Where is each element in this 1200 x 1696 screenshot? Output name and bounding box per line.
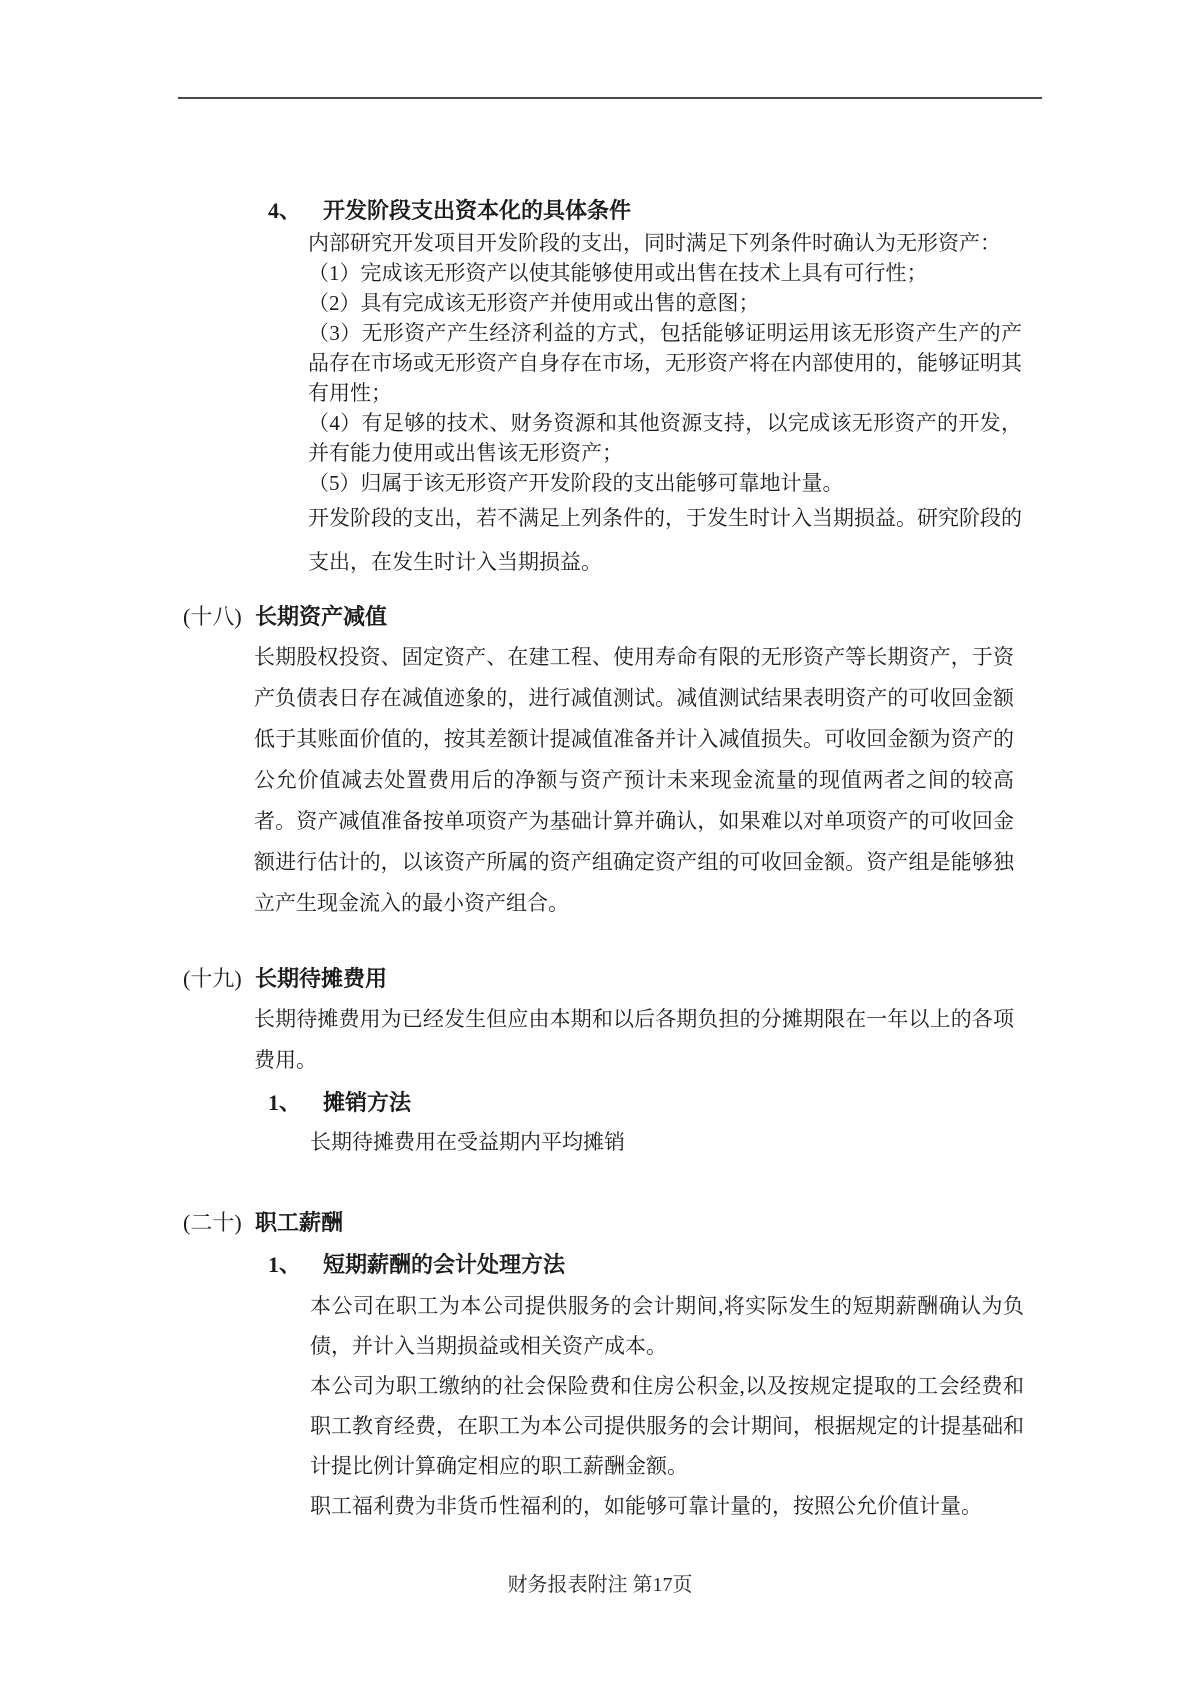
capitalization-conditions-list: [308, 228, 1022, 498]
section-title: 长期待摊费用: [255, 966, 388, 991]
condition-item-4: （4）有足够的技术、财务资源和其他资源支持，以完成该无形资产的开发，并有能力使用或出售该无形资产；: [308, 411, 1022, 465]
heading-amortization-method: [268, 1086, 411, 1117]
paragraph-amortization-method: 长期待摊费用在受益期内平均摊销: [310, 1130, 625, 1154]
section-title: 职工薪酬: [255, 1210, 344, 1235]
header-rule: [178, 97, 1042, 99]
section-label: (十九): [183, 966, 242, 991]
condition-item-3: （3）无形资产产生经济利益的方式，包括能够证明运用该无形资产生产的产品存在市场或无形资产自身存在市场，无形资产将在内部使用的，能够证明其有用性；: [308, 321, 1022, 405]
paragraph-development-expenditure: 开发阶段的支出，若不满足上列条件的，于发生时计入当期损益。研究阶段的支出，在发生时计入当期损益。: [308, 506, 1022, 574]
paragraph-intro: 内部研究开发项目开发阶段的支出，同时满足下列条件时确认为无形资产：: [308, 231, 1001, 255]
paragraph-asset-impairment: 长期股权投资、固定资产、在建工程、使用寿命有限的无形资产等长期资产，于资产负债表日存在减值迹象的，进行减值测试。减值测试结果表明资产的可收回金额低于其账面价值的，按其差额计提减值准备并计入减值损失。可收回金额为资产的公允价值减去处置费用后的净额与资产预计未来现金流量的现值两者之间的较高者。资产减值准备按单项资产为基础计算并确认，如果难以对单项资产的可收回金额进行估计的，以该资产所属的资产组确定资产组的可收回金额。资产组是能够独立产生现金流入的最小资产组合。: [254, 645, 1014, 915]
condition-item-1: （1）完成该无形资产以使其能够使用或出售在技术上具有可行性；: [308, 261, 928, 285]
heading-number: 1、: [268, 1252, 302, 1277]
heading-title: 摊销方法: [323, 1090, 412, 1115]
section-heading-19: [183, 962, 387, 993]
heading-shortterm-compensation: [268, 1248, 565, 1279]
paragraph-longterm-deferred-expenses: 长期待摊费用为已经发生但应由本期和以后各期负担的分摊期限在一年以上的各项费用。: [254, 1007, 1014, 1072]
condition-item-5: （5）归属于该无形资产开发阶段的支出能够可靠地计量。: [308, 471, 844, 495]
section-heading-18: [183, 600, 387, 631]
condition-item-2: （2）具有完成该无形资产并使用或出售的意图；: [308, 291, 760, 315]
heading-title: 开发阶段支出资本化的具体条件: [323, 198, 632, 223]
paragraph-compensation-2: 本公司为职工缴纳的社会保险费和住房公积金,以及按规定提取的工会经费和职工教育经费，在职工为本公司提供服务的会计期间，根据规定的计提基础和计提比例计算确定相应的职工薪酬金额。: [310, 1374, 1024, 1478]
page-footer: 财务报表附注 第17页: [507, 1574, 693, 1596]
heading-number: 1、: [268, 1090, 302, 1115]
section-title: 长期资产减值: [255, 604, 388, 629]
paragraph-compensation-3: 职工福利费为非货币性福利的，如能够可靠计量的，按照公允价值计量。: [310, 1494, 982, 1518]
heading-number: 4、: [268, 198, 302, 223]
shortterm-compensation-paragraphs: [310, 1286, 1024, 1526]
section-label: (二十): [183, 1210, 242, 1235]
heading-capitalization-conditions: [268, 194, 631, 225]
section-heading-20: [183, 1206, 343, 1237]
section-label: (十八): [183, 604, 242, 629]
heading-title: 短期薪酬的会计处理方法: [323, 1252, 566, 1277]
paragraph-compensation-1: 本公司在职工为本公司提供服务的会计期间,将实际发生的短期薪酬确认为负债，并计入当期损益或相关资产成本。: [310, 1294, 1024, 1358]
